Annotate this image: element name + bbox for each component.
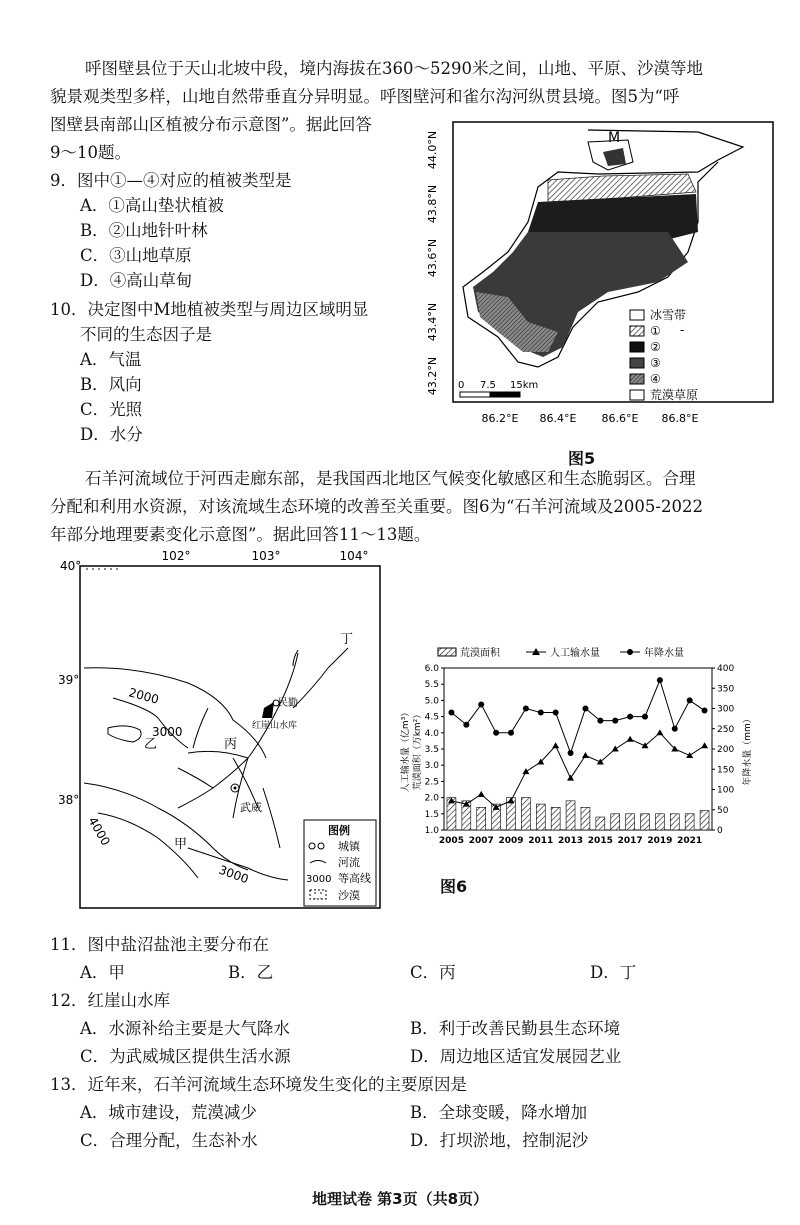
chart6-x-tick-label: 2009 <box>498 836 524 846</box>
map6-lon-label: 102° <box>161 549 191 563</box>
map6-legend <box>304 820 376 906</box>
chart6-bar <box>626 814 635 830</box>
chart6-point-circle <box>657 677 663 683</box>
intro1-line4: 9～10题。 <box>50 143 131 162</box>
chart6-x-tick-label: 2013 <box>558 836 584 846</box>
fig5-legend-label: ② <box>650 340 661 354</box>
chart6-point-circle <box>642 714 648 720</box>
map6-lon-label: 103° <box>251 549 281 563</box>
fig5-lon-label: 86.6°E <box>601 412 639 425</box>
q10-option-d[interactable]: D．水分 <box>80 425 143 444</box>
chart6-right-tick-label: 400 <box>717 664 735 674</box>
map6-legend-sample: 3000 <box>306 874 332 885</box>
q9-option-d[interactable]: D．④高山草甸 <box>80 271 193 290</box>
map6-lat-label: 38° <box>58 793 80 807</box>
q12-option-a[interactable]: A．水源补给主要是大气降水 <box>80 1019 290 1038</box>
chart6-plot-frame <box>444 668 712 830</box>
fig5-legend-label: ③ <box>650 356 661 370</box>
q12-option-c[interactable]: C．为武威城区提供生活水源 <box>80 1047 291 1066</box>
figure5-vegetation-map <box>398 112 790 442</box>
q11-option-a[interactable]: A．甲 <box>80 963 125 982</box>
figure6-chart <box>398 640 758 860</box>
map6-contour-label: 3000 <box>152 725 183 739</box>
chart6-point-circle <box>523 706 529 712</box>
map6-contour-label: 3000 <box>216 862 251 887</box>
q9-option-c[interactable]: C．③山地草原 <box>80 246 192 265</box>
intro1-line1: 呼图壁县位于天山北坡中段，境内海拔在360～5290米之间，山地、平原、沙漠等地 <box>85 59 703 78</box>
q10-stem-line2: 不同的生态因子是 <box>80 325 212 344</box>
map6-lat-label: 40° <box>60 559 82 573</box>
q10-option-c[interactable]: C．光照 <box>80 400 143 419</box>
intro1-line3: 图壁县南部山区植被分布示意图”。据此回答 <box>50 115 372 134</box>
chart6-legend-bar-swatch <box>438 648 456 656</box>
intro2-line3: 年部分地理要素变化示意图”。据此回答11～13题。 <box>50 525 431 544</box>
chart6-bar <box>521 798 530 830</box>
fig6-caption: 图6 <box>440 877 468 896</box>
chart6-bar <box>581 807 590 830</box>
q11-stem: 11．图中盐沼盐池主要分布在 <box>50 935 269 954</box>
chart6-right-tick-label: 50 <box>717 805 729 816</box>
chart6-left-tick-label: 4.0 <box>424 728 439 739</box>
q13-option-d[interactable]: D．打坝淤地，控制泥沙 <box>410 1131 589 1150</box>
q13-option-b[interactable]: B．全球变暖，降水增加 <box>410 1103 588 1122</box>
map6-town-wuwei-dot <box>234 787 237 790</box>
fig5-lon-label: 86.8°E <box>661 412 699 425</box>
fig5-lat-label: 43.8°N <box>426 184 439 224</box>
q12-stem: 12．红崖山水库 <box>50 991 170 1010</box>
q9-stem: 9．图中①—④对应的植被类型是 <box>50 171 292 190</box>
fig5-lat-label: 43.2°N <box>426 356 439 396</box>
map6-place-ding: 丁 <box>340 632 354 647</box>
chart6-left-tick-label: 6.0 <box>424 664 439 674</box>
fig5-lon-label: 86.4°E <box>539 412 577 425</box>
chart6-point-circle <box>627 714 633 720</box>
q13-stem: 13．近年来，石羊河流域生态环境发生变化的主要原因是 <box>50 1075 467 1094</box>
chart6-left-axis-label: 人工输水量（亿m³） <box>401 707 411 793</box>
chart6-bar <box>641 814 650 830</box>
chart6-point-circle <box>493 730 499 736</box>
figure6-basin-map <box>48 548 398 923</box>
q9-option-a[interactable]: A．①高山垫状植被 <box>80 196 224 215</box>
map6-town-label: 红崖山水库 <box>252 721 298 731</box>
chart6-legend-label: 年降水量 <box>644 648 684 659</box>
chart6-bar <box>670 814 679 830</box>
chart6-left-tick-label: 3.0 <box>424 761 439 772</box>
chart6-bar <box>596 817 605 830</box>
chart6-left-tick-label: 2.5 <box>424 777 439 788</box>
intro1-line2: 貌景观类型多样，山地自然带垂直分异明显。呼图壁河和雀尔沟河纵贯县境。图5为“呼 <box>50 87 680 106</box>
chart6-bar <box>566 801 575 830</box>
chart6-point-circle <box>538 710 544 716</box>
chart6-bar <box>685 814 694 830</box>
q13-option-c[interactable]: C．合理分配，生态补水 <box>80 1131 258 1150</box>
chart6-point-circle <box>553 710 559 716</box>
map6-town-label: 武威 <box>240 801 262 814</box>
intro2-line1: 石羊河流域位于河西走廊东部，是我国西北地区气候变化敏感区和生态脆弱区。合理 <box>85 469 696 488</box>
chart6-right-axis-label: 年降水量（mm） <box>743 714 753 786</box>
chart6-left-tick-label: 4.5 <box>424 712 439 723</box>
chart6-right-tick-label: 300 <box>717 704 735 715</box>
chart6-bar <box>611 814 620 830</box>
chart6-left-tick-label: 2.0 <box>424 793 439 804</box>
chart6-point-circle <box>508 730 514 736</box>
chart6-right-tick-label: 0 <box>717 826 723 836</box>
map6-contour-label: 4000 <box>85 814 113 848</box>
chart6-point-circle <box>448 710 454 716</box>
chart6-point-circle <box>582 706 588 712</box>
chart6-right-tick-label: 150 <box>717 765 735 776</box>
map6-lon-label: 104° <box>339 549 369 563</box>
fig5-legend-label: ① <box>650 324 661 338</box>
map6-legend-label: 河流 <box>338 856 360 869</box>
chart6-x-tick-label: 2021 <box>677 836 703 846</box>
map6-legend-label: 等高线 <box>338 872 371 885</box>
chart6-point-circle <box>687 697 693 703</box>
chart6-right-tick-label: 100 <box>717 785 735 796</box>
chart6-point-circle <box>463 722 469 728</box>
chart6-point-circle <box>612 718 618 724</box>
map6-desert-patch <box>82 567 122 571</box>
q10-option-a[interactable]: A．气温 <box>80 350 142 369</box>
chart6-point-circle <box>597 718 603 724</box>
map6-place-bing: 丙 <box>224 737 238 752</box>
chart6-right-tick-label: 200 <box>717 745 735 755</box>
chart6-legend <box>438 646 684 659</box>
fig5-lat-label: 43.4°N <box>426 302 439 342</box>
fig5-scale-label: 15km <box>510 380 539 391</box>
chart6-left-tick-label: 3.5 <box>424 745 439 755</box>
chart6-x-tick-label: 2005 <box>438 836 464 846</box>
map6-legend-label: 沙漠 <box>338 889 360 902</box>
q10-stem-line1: 10．决定图中M地植被类型与周边区域明显 <box>50 300 369 319</box>
q10-option-b[interactable]: B．风向 <box>80 375 142 394</box>
fig5-scale-label: 0 <box>458 380 465 391</box>
map6-lat-label: 39° <box>58 673 80 687</box>
fig5-lon-label: 86.2°E <box>481 412 519 425</box>
fig5-legend-label: 荒漠草原 <box>650 388 699 402</box>
chart6-bar <box>551 807 560 830</box>
fig5-lat-label: 44.0°N <box>426 130 439 170</box>
chart6-right-tick-label: 350 <box>717 684 735 695</box>
chart6-point-circle <box>672 726 678 732</box>
chart6-x-tick-label: 2019 <box>647 836 673 846</box>
chart6-legend-label: 荒漠面积 <box>460 648 500 659</box>
chart6-left-tick-label: 5.5 <box>424 680 439 691</box>
q9-option-b[interactable]: B．②山地针叶林 <box>80 221 208 240</box>
chart6-point-circle <box>478 701 484 707</box>
chart6-bar <box>655 814 664 830</box>
fig5-scale-label: 7.5 <box>480 380 496 391</box>
map6-contour-label: 2000 <box>127 685 161 707</box>
q11-option-d[interactable]: D．丁 <box>590 963 637 982</box>
chart6-right-tick-label: 250 <box>717 724 735 735</box>
chart6-bar <box>536 804 545 830</box>
chart6-x-tick-label: 2007 <box>468 836 494 846</box>
chart6-left-axis-label: 荒漠面积（万km²） <box>413 709 423 791</box>
page-footer: 地理试卷 第3页（共8页） <box>311 1190 489 1208</box>
intro2-line2: 分配和利用水资源，对该流域生态环境的改善至关重要。图6为“石羊河流域及2005-2022 <box>50 497 703 516</box>
chart6-point-circle <box>702 708 708 714</box>
fig5-caption: 图5 <box>568 449 596 468</box>
map6-town-label: 民勤 <box>278 698 298 709</box>
fig5-legend-label: 冰雪带 <box>650 308 687 322</box>
fig5-lat-label: 43.6°N <box>426 238 439 278</box>
map6-legend-title: 图例 <box>328 824 350 837</box>
map6-place-yi: 乙 <box>144 737 158 752</box>
chart6-bar <box>700 811 709 830</box>
chart6-left-tick-label: 1.5 <box>424 809 439 820</box>
map6-legend-label: 城镇 <box>338 840 360 853</box>
q12-option-d[interactable]: D．周边地区适宜发展园艺业 <box>410 1047 622 1066</box>
chart6-left-tick-label: 1.0 <box>424 826 439 836</box>
q12-option-b[interactable]: B．利于改善民勤县生态环境 <box>410 1019 621 1038</box>
fig5-marker-m: M <box>608 130 621 146</box>
map6-place-jia: 甲 <box>174 837 188 852</box>
q11-option-c[interactable]: C．丙 <box>410 963 456 982</box>
fig5-legend-label: ④ <box>650 372 661 386</box>
chart6-x-tick-label: 2017 <box>617 836 643 846</box>
chart6-bar <box>477 807 486 830</box>
chart6-x-tick-label: 2015 <box>587 836 613 846</box>
chart6-left-tick-label: 5.0 <box>424 696 439 707</box>
chart6-point-circle <box>568 750 574 756</box>
chart6-legend-label: 人工输水量 <box>550 648 600 659</box>
q13-option-a[interactable]: A．城市建设，荒漠减少 <box>80 1103 257 1122</box>
fig5-legend-minus: - <box>680 323 685 337</box>
chart6-x-tick-label: 2011 <box>528 836 554 846</box>
q11-option-b[interactable]: B．乙 <box>228 963 274 982</box>
